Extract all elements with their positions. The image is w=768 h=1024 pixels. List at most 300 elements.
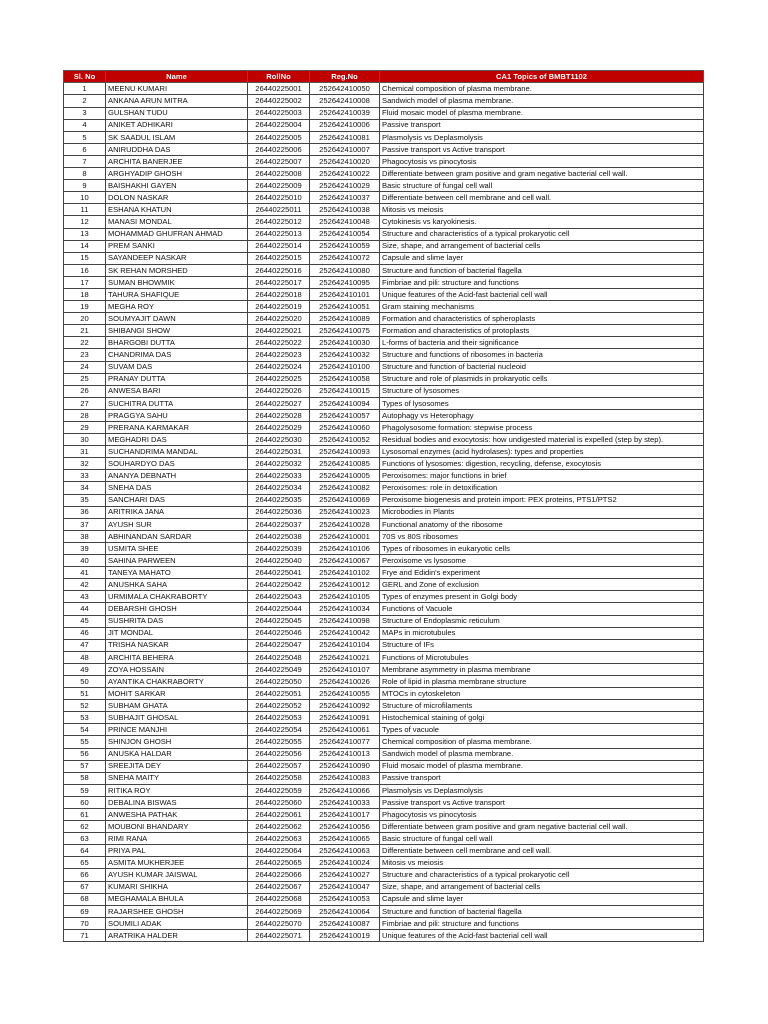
name-cell: SUMAN BHOWMIK (106, 276, 248, 288)
name-cell: ESHANA KHATUN (106, 204, 248, 216)
topic-cell: Residual bodies and exocytosis: how undigested material is expelled (step by step). (380, 434, 704, 446)
reg-no-cell: 252642410005 (310, 470, 380, 482)
topic-cell: Differentiate between gram positive and gram negative bacterial cell wall. (380, 168, 704, 180)
reg-no-cell: 252642410059 (310, 240, 380, 252)
name-cell: PRANAY DUTTA (106, 373, 248, 385)
name-cell: ARCHITA BEHERA (106, 651, 248, 663)
table-row (64, 168, 704, 180)
roll-no-cell: 26440225016 (248, 264, 310, 276)
table-row (64, 325, 704, 337)
sl-no-cell: 4 (64, 119, 106, 131)
name-cell: SHIBANGI SHOW (106, 325, 248, 337)
reg-no-cell: 252642410092 (310, 700, 380, 712)
table-row (64, 651, 704, 663)
reg-no-cell: 252642410022 (310, 168, 380, 180)
name-cell: DEBALINA BISWAS (106, 796, 248, 808)
roll-no-cell: 26440225066 (248, 869, 310, 881)
reg-no-cell: 252642410064 (310, 905, 380, 917)
topic-cell: Structure of microfilaments (380, 700, 704, 712)
name-cell: SOUHARDYO DAS (106, 458, 248, 470)
sl-no-cell: 48 (64, 651, 106, 663)
roll-no-cell: 26440225006 (248, 143, 310, 155)
sl-no-cell: 40 (64, 555, 106, 567)
name-cell: MEGHAMALA BHULA (106, 893, 248, 905)
sl-no-cell: 62 (64, 821, 106, 833)
sl-no-cell: 22 (64, 337, 106, 349)
name-cell: AYUSH KUMAR JAISWAL (106, 869, 248, 881)
topic-cell: Formation and characteristics of spheroplasts (380, 313, 704, 325)
sl-no-cell: 13 (64, 228, 106, 240)
name-cell: SNEHA DAS (106, 482, 248, 494)
reg-no-cell: 252642410017 (310, 809, 380, 821)
roll-no-cell: 26440225062 (248, 821, 310, 833)
roll-no-cell: 26440225064 (248, 845, 310, 857)
sl-no-cell: 16 (64, 264, 106, 276)
name-cell: TRISHA NASKAR (106, 639, 248, 651)
table-row (64, 107, 704, 119)
sl-no-cell: 17 (64, 276, 106, 288)
topic-cell: Peroxisomes: role in detoxification (380, 482, 704, 494)
reg-no-cell: 252642410012 (310, 579, 380, 591)
reg-no-cell: 252642410094 (310, 397, 380, 409)
sl-no-cell: 71 (64, 929, 106, 941)
reg-no-cell: 252642410101 (310, 288, 380, 300)
name-cell: SOUMILI ADAK (106, 917, 248, 929)
header-name: Name (106, 71, 248, 83)
name-cell: SUCHITRA DUTTA (106, 397, 248, 409)
header-sl-no: Sl. No (64, 71, 106, 83)
roll-no-cell: 26440225037 (248, 518, 310, 530)
roll-no-cell: 26440225023 (248, 349, 310, 361)
topic-cell: Differentiate between cell membrane and cell wall. (380, 845, 704, 857)
sl-no-cell: 37 (64, 518, 106, 530)
table-row (64, 518, 704, 530)
sl-no-cell: 23 (64, 349, 106, 361)
reg-no-cell: 252642410050 (310, 83, 380, 95)
sl-no-cell: 10 (64, 192, 106, 204)
name-cell: SAHINA PARWEEN (106, 555, 248, 567)
reg-no-cell: 252642410020 (310, 155, 380, 167)
roll-no-cell: 26440225003 (248, 107, 310, 119)
topic-cell: Differentiate between gram positive and gram negative bacterial cell wall. (380, 821, 704, 833)
topic-cell: Plasmolysis vs Deplasmolysis (380, 784, 704, 796)
reg-no-cell: 252642410061 (310, 724, 380, 736)
sl-no-cell: 44 (64, 603, 106, 615)
reg-no-cell: 252642410100 (310, 361, 380, 373)
topic-cell: Capsule and slime layer (380, 252, 704, 264)
name-cell: ANWESA BARI (106, 385, 248, 397)
sl-no-cell: 32 (64, 458, 106, 470)
reg-no-cell: 252642410102 (310, 567, 380, 579)
name-cell: SUSHRITA DAS (106, 615, 248, 627)
sl-no-cell: 21 (64, 325, 106, 337)
topic-cell: Mitosis vs meiosis (380, 204, 704, 216)
topic-cell: Types of lysosomes (380, 397, 704, 409)
table-row (64, 119, 704, 131)
topic-cell: Cytokinesis vs karyokinesis. (380, 216, 704, 228)
topic-cell: Membrane asymmetry in plasma membrane (380, 663, 704, 675)
topic-cell: Lysosomal enzymes (acid hydrolases): types and properties (380, 446, 704, 458)
roll-no-cell: 26440225055 (248, 736, 310, 748)
sl-no-cell: 53 (64, 712, 106, 724)
name-cell: SREEJITA DEY (106, 760, 248, 772)
reg-no-cell: 252642410104 (310, 639, 380, 651)
roll-no-cell: 26440225020 (248, 313, 310, 325)
name-cell: RITIKA ROY (106, 784, 248, 796)
topic-cell: Autophagy vs Heterophagy (380, 409, 704, 421)
roll-no-cell: 26440225046 (248, 627, 310, 639)
sl-no-cell: 55 (64, 736, 106, 748)
table-row (64, 180, 704, 192)
topic-cell: Structure and characteristics of a typical prokaryotic cell (380, 869, 704, 881)
topic-cell: Unique features of the Acid-fast bacterial cell wall (380, 288, 704, 300)
sl-no-cell: 24 (64, 361, 106, 373)
topic-cell: Unique features of the Acid-fast bacterial cell wall (380, 929, 704, 941)
reg-no-cell: 252642410047 (310, 881, 380, 893)
table-row (64, 83, 704, 95)
table-row (64, 373, 704, 385)
table-row (64, 361, 704, 373)
reg-no-cell: 252642410056 (310, 821, 380, 833)
topic-cell: Functions of Microtubules (380, 651, 704, 663)
roll-no-cell: 26440225043 (248, 591, 310, 603)
name-cell: ANUSHKA SAHA (106, 579, 248, 591)
topic-cell: Mitosis vs meiosis (380, 857, 704, 869)
name-cell: ANUSKA HALDAR (106, 748, 248, 760)
roll-no-cell: 26440225041 (248, 567, 310, 579)
name-cell: PREM SANKI (106, 240, 248, 252)
sl-no-cell: 68 (64, 893, 106, 905)
table-row (64, 240, 704, 252)
roll-no-cell: 26440225022 (248, 337, 310, 349)
reg-no-cell: 252642410024 (310, 857, 380, 869)
topic-cell: MAPs in microtubules (380, 627, 704, 639)
topic-cell: Peroxisome vs lysosome (380, 555, 704, 567)
name-cell: CHANDRIMA DAS (106, 349, 248, 361)
name-cell: DOLON NASKAR (106, 192, 248, 204)
topic-cell: Chemical composition of plasma membrane. (380, 83, 704, 95)
name-cell: BAISHAKHI GAYEN (106, 180, 248, 192)
topic-cell: Functions of Vacuole (380, 603, 704, 615)
roll-no-cell: 26440225038 (248, 530, 310, 542)
roll-no-cell: 26440225025 (248, 373, 310, 385)
sl-no-cell: 26 (64, 385, 106, 397)
table-row (64, 929, 704, 941)
table-row (64, 591, 704, 603)
roll-no-cell: 26440225035 (248, 494, 310, 506)
topic-cell: Types of ribosomes in eukaryotic cells (380, 542, 704, 554)
name-cell: ANANYA DEBNATH (106, 470, 248, 482)
topic-cell: Functions of lysosomes: digestion, recycling, defense, exocytosis (380, 458, 704, 470)
header-row (64, 71, 704, 83)
roll-no-cell: 26440225056 (248, 748, 310, 760)
header-reg-no: Reg.No (310, 71, 380, 83)
topic-cell: Sandwich model of plasma membrane. (380, 748, 704, 760)
name-cell: RIMI RANA (106, 833, 248, 845)
reg-no-cell: 252642410008 (310, 95, 380, 107)
table-row (64, 337, 704, 349)
name-cell: ZOYA HOSSAIN (106, 663, 248, 675)
sl-no-cell: 39 (64, 542, 106, 554)
topic-cell: Phagocytosis vs pinocytosis (380, 155, 704, 167)
sl-no-cell: 54 (64, 724, 106, 736)
table-row (64, 313, 704, 325)
sl-no-cell: 67 (64, 881, 106, 893)
roll-no-cell: 26440225010 (248, 192, 310, 204)
roll-no-cell: 26440225040 (248, 555, 310, 567)
name-cell: PRERANA KARMAKAR (106, 422, 248, 434)
roll-no-cell: 26440225036 (248, 506, 310, 518)
table-row (64, 821, 704, 833)
table-row (64, 869, 704, 881)
topic-cell: Microbodies in Plants (380, 506, 704, 518)
reg-no-cell: 252642410055 (310, 688, 380, 700)
reg-no-cell: 252642410065 (310, 833, 380, 845)
reg-no-cell: 252642410021 (310, 651, 380, 663)
table-row (64, 143, 704, 155)
roll-no-cell: 26440225052 (248, 700, 310, 712)
sl-no-cell: 45 (64, 615, 106, 627)
table-row (64, 905, 704, 917)
roll-no-cell: 26440225030 (248, 434, 310, 446)
name-cell: SUCHANDRIMA MANDAL (106, 446, 248, 458)
topic-cell: Structure and function of bacterial flagella (380, 905, 704, 917)
sl-no-cell: 18 (64, 288, 106, 300)
topic-cell: Types of vacuole (380, 724, 704, 736)
reg-no-cell: 252642410057 (310, 409, 380, 421)
table-row (64, 917, 704, 929)
name-cell: URMIMALA CHAKRABORTY (106, 591, 248, 603)
table-row (64, 784, 704, 796)
table-row (64, 385, 704, 397)
name-cell: MOUBONI BHANDARY (106, 821, 248, 833)
topic-cell: 70S vs 80S ribosomes (380, 530, 704, 542)
table-row (64, 724, 704, 736)
name-cell: USMITA SHEE (106, 542, 248, 554)
topic-cell: Chemical composition of plasma membrane. (380, 736, 704, 748)
topic-cell: Differentiate between cell membrane and cell wall. (380, 192, 704, 204)
roll-no-cell: 26440225007 (248, 155, 310, 167)
roll-no-cell: 26440225045 (248, 615, 310, 627)
table-row (64, 397, 704, 409)
roll-no-cell: 26440225065 (248, 857, 310, 869)
reg-no-cell: 252642410091 (310, 712, 380, 724)
reg-no-cell: 252642410037 (310, 192, 380, 204)
table-row (64, 95, 704, 107)
name-cell: GULSHAN TUDU (106, 107, 248, 119)
sl-no-cell: 30 (64, 434, 106, 446)
roll-no-cell: 26440225069 (248, 905, 310, 917)
topic-cell: Peroxisome biogenesis and protein import: PEX proteins, PTS1/PTS2 (380, 494, 704, 506)
reg-no-cell: 252642410093 (310, 446, 380, 458)
name-cell: SK REHAN MORSHED (106, 264, 248, 276)
reg-no-cell: 252642410089 (310, 313, 380, 325)
table-row (64, 349, 704, 361)
topic-cell: GERL and Zone of exclusion (380, 579, 704, 591)
roll-no-cell: 26440225024 (248, 361, 310, 373)
topic-cell: Formation and characteristics of protoplasts (380, 325, 704, 337)
name-cell: SUBHAM GHATA (106, 700, 248, 712)
topic-cell: Fimbriae and pili: structure and functions (380, 276, 704, 288)
sl-no-cell: 8 (64, 168, 106, 180)
name-cell: SHINJON GHOSH (106, 736, 248, 748)
sl-no-cell: 33 (64, 470, 106, 482)
table-row (64, 712, 704, 724)
topic-cell: Fluid mosaic model of plasma membrane. (380, 760, 704, 772)
sl-no-cell: 50 (64, 675, 106, 687)
sl-no-cell: 61 (64, 809, 106, 821)
reg-no-cell: 252642410001 (310, 530, 380, 542)
roll-no-cell: 26440225015 (248, 252, 310, 264)
name-cell: ASMITA MUKHERJEE (106, 857, 248, 869)
reg-no-cell: 252642410085 (310, 458, 380, 470)
roll-no-cell: 26440225060 (248, 796, 310, 808)
topic-cell: Role of lipid in plasma membrane structure (380, 675, 704, 687)
roll-no-cell: 26440225008 (248, 168, 310, 180)
topic-cell: Fluid mosaic model of plasma membrane. (380, 107, 704, 119)
table-row (64, 809, 704, 821)
table-row (64, 579, 704, 591)
topic-cell: MTOCs in cytoskeleton (380, 688, 704, 700)
roll-no-cell: 26440225059 (248, 784, 310, 796)
topic-cell: Frye and Edidin's experiment (380, 567, 704, 579)
reg-no-cell: 252642410075 (310, 325, 380, 337)
roll-no-cell: 26440225001 (248, 83, 310, 95)
sl-no-cell: 69 (64, 905, 106, 917)
reg-no-cell: 252642410032 (310, 349, 380, 361)
table-row (64, 736, 704, 748)
roll-no-cell: 26440225049 (248, 663, 310, 675)
reg-no-cell: 252642410030 (310, 337, 380, 349)
topic-cell: Peroxisomes: major functions in brief (380, 470, 704, 482)
table-row (64, 857, 704, 869)
reg-no-cell: 252642410105 (310, 591, 380, 603)
topic-cell: Phagolysosome formation: stepwise process (380, 422, 704, 434)
table-row (64, 567, 704, 579)
sl-no-cell: 29 (64, 422, 106, 434)
table-row (64, 881, 704, 893)
reg-no-cell: 252642410007 (310, 143, 380, 155)
reg-no-cell: 252642410048 (310, 216, 380, 228)
name-cell: SAYANDEEP NASKAR (106, 252, 248, 264)
table-row (64, 639, 704, 651)
topic-cell: Size, shape, and arrangement of bacterial cells (380, 881, 704, 893)
roll-no-cell: 26440225021 (248, 325, 310, 337)
sl-no-cell: 5 (64, 131, 106, 143)
name-cell: MEGHA ROY (106, 301, 248, 313)
name-cell: ABHINANDAN SARDAR (106, 530, 248, 542)
topic-cell: Passive transport (380, 119, 704, 131)
reg-no-cell: 252642410019 (310, 929, 380, 941)
name-cell: ANIRUDDHA DAS (106, 143, 248, 155)
reg-no-cell: 252642410015 (310, 385, 380, 397)
sl-no-cell: 25 (64, 373, 106, 385)
table-row (64, 409, 704, 421)
table-row (64, 216, 704, 228)
topic-cell: Structure and role of plasmids in prokaryotic cells (380, 373, 704, 385)
table-row (64, 772, 704, 784)
reg-no-cell: 252642410107 (310, 663, 380, 675)
table-row (64, 796, 704, 808)
table-row (64, 458, 704, 470)
topic-cell: Structure of Endoplasmic reticulum (380, 615, 704, 627)
roll-no-cell: 26440225019 (248, 301, 310, 313)
reg-no-cell: 252642410095 (310, 276, 380, 288)
sl-no-cell: 41 (64, 567, 106, 579)
sl-no-cell: 35 (64, 494, 106, 506)
sl-no-cell: 9 (64, 180, 106, 192)
name-cell: BHARGOBI DUTTA (106, 337, 248, 349)
reg-no-cell: 252642410066 (310, 784, 380, 796)
table-row (64, 893, 704, 905)
table-row (64, 470, 704, 482)
reg-no-cell: 252642410067 (310, 555, 380, 567)
roll-no-cell: 26440225013 (248, 228, 310, 240)
table-row (64, 615, 704, 627)
roll-no-cell: 26440225051 (248, 688, 310, 700)
topic-cell: Sandwich model of plasma membrane. (380, 95, 704, 107)
name-cell: KUMARI SHIKHA (106, 881, 248, 893)
name-cell: SOUMYAJIT DAWN (106, 313, 248, 325)
table-row (64, 301, 704, 313)
reg-no-cell: 252642410028 (310, 518, 380, 530)
name-cell: MEENU KUMARI (106, 83, 248, 95)
reg-no-cell: 252642410033 (310, 796, 380, 808)
sl-no-cell: 57 (64, 760, 106, 772)
sl-no-cell: 28 (64, 409, 106, 421)
sl-no-cell: 36 (64, 506, 106, 518)
name-cell: PRINCE MANJHI (106, 724, 248, 736)
sl-no-cell: 52 (64, 700, 106, 712)
roll-no-cell: 26440225017 (248, 276, 310, 288)
roll-no-cell: 26440225002 (248, 95, 310, 107)
name-cell: MOHAMMAD GHUFRAN AHMAD (106, 228, 248, 240)
table-row (64, 542, 704, 554)
table-row (64, 760, 704, 772)
topic-cell: Phagocytosis vs pinocytosis (380, 809, 704, 821)
reg-no-cell: 252642410026 (310, 675, 380, 687)
name-cell: ANKANA ARUN MITRA (106, 95, 248, 107)
roll-no-cell: 26440225012 (248, 216, 310, 228)
name-cell: DEBARSHI GHOSH (106, 603, 248, 615)
reg-no-cell: 252642410083 (310, 772, 380, 784)
sl-no-cell: 38 (64, 530, 106, 542)
name-cell: SUBHAJIT GHOSAL (106, 712, 248, 724)
roll-no-cell: 26440225034 (248, 482, 310, 494)
roll-no-cell: 26440225070 (248, 917, 310, 929)
name-cell: ARATRIKA HALDER (106, 929, 248, 941)
topic-cell: Types of enzymes present in Golgi body (380, 591, 704, 603)
roll-no-cell: 26440225014 (248, 240, 310, 252)
name-cell: SNEHA MAITY (106, 772, 248, 784)
sl-no-cell: 65 (64, 857, 106, 869)
topic-cell: Basic structure of fungal cell wall (380, 180, 704, 192)
table-row (64, 422, 704, 434)
table-row (64, 833, 704, 845)
sl-no-cell: 1 (64, 83, 106, 95)
roll-no-cell: 26440225061 (248, 809, 310, 821)
sl-no-cell: 63 (64, 833, 106, 845)
table-row (64, 506, 704, 518)
topic-cell: Functional anatomy of the ribosome (380, 518, 704, 530)
reg-no-cell: 252642410006 (310, 119, 380, 131)
sl-no-cell: 2 (64, 95, 106, 107)
sl-no-cell: 19 (64, 301, 106, 313)
roll-no-cell: 26440225048 (248, 651, 310, 663)
sl-no-cell: 7 (64, 155, 106, 167)
sl-no-cell: 70 (64, 917, 106, 929)
name-cell: PRIYA PAL (106, 845, 248, 857)
